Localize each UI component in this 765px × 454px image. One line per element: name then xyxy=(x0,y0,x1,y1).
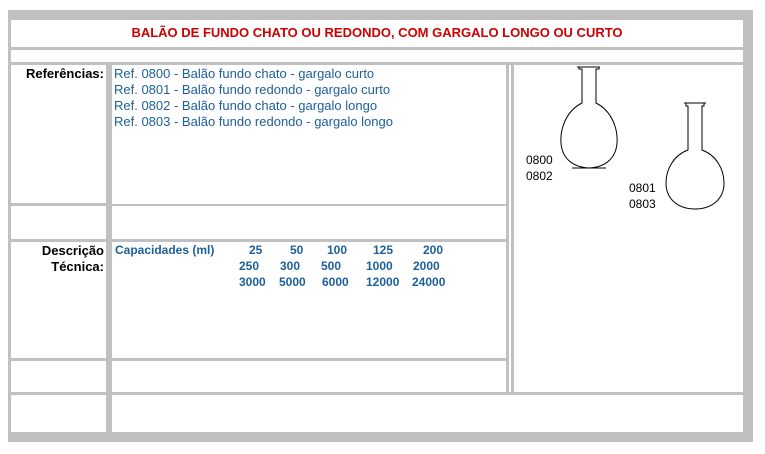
capacities-cell xyxy=(112,242,506,358)
label-spacer-1 xyxy=(11,206,106,239)
capacity-value: 50 xyxy=(290,243,304,257)
content-spacer-1 xyxy=(112,206,506,239)
flask-code: 0802 xyxy=(526,169,553,183)
capacity-value: 500 xyxy=(321,259,342,273)
flask-code: 0800 xyxy=(526,153,553,167)
capacity-value: 24000 xyxy=(412,275,446,289)
capacity-value: 1000 xyxy=(366,259,393,273)
content-spacer-2 xyxy=(112,361,506,392)
capacity-value: 5000 xyxy=(279,275,306,289)
references-cell xyxy=(112,65,506,204)
flask-code: 0803 xyxy=(629,197,656,211)
label-spacer-3 xyxy=(11,395,106,432)
capacity-value: 250 xyxy=(239,259,260,273)
column-divider xyxy=(509,65,511,392)
round-bottom-flask-icon xyxy=(666,103,724,209)
description-label-line1: Descrição xyxy=(41,243,104,258)
reference-item: Ref. 0800 - Balão fundo chato - gargalo curto xyxy=(114,66,375,81)
capacity-value: 3000 xyxy=(239,275,266,289)
flask-image-cell xyxy=(514,65,743,392)
page-title: BALÃO DE FUNDO CHATO OU REDONDO, COM GARGALO LONGO OU CURTO xyxy=(11,20,743,47)
reference-item: Ref. 0803 - Balão fundo redondo - gargalo longo xyxy=(114,114,393,129)
capacity-value: 200 xyxy=(423,243,444,257)
capacity-value: 12000 xyxy=(366,275,400,289)
capacities-label: Capacidades (ml) xyxy=(115,243,215,257)
capacity-value: 100 xyxy=(327,243,348,257)
product-table xyxy=(8,10,753,442)
flat-bottom-flask-icon xyxy=(561,67,617,168)
reference-item: Ref. 0802 - Balão fundo chato - gargalo longo xyxy=(114,98,378,113)
capacity-value: 25 xyxy=(249,243,263,257)
description-label xyxy=(11,242,106,358)
label-spacer-2 xyxy=(11,361,106,392)
references-label: Referências: xyxy=(11,65,106,203)
capacity-value: 300 xyxy=(280,259,301,273)
reference-item: Ref. 0801 - Balão fundo redondo - gargalo curto xyxy=(114,82,391,97)
spacer-row xyxy=(11,50,743,62)
bottom-row-cell xyxy=(112,395,743,432)
capacity-value: 2000 xyxy=(413,259,440,273)
capacity-value: 125 xyxy=(373,243,394,257)
description-label-line2: Técnica: xyxy=(51,259,104,274)
capacity-value: 6000 xyxy=(322,275,349,289)
flask-code: 0801 xyxy=(629,181,656,195)
